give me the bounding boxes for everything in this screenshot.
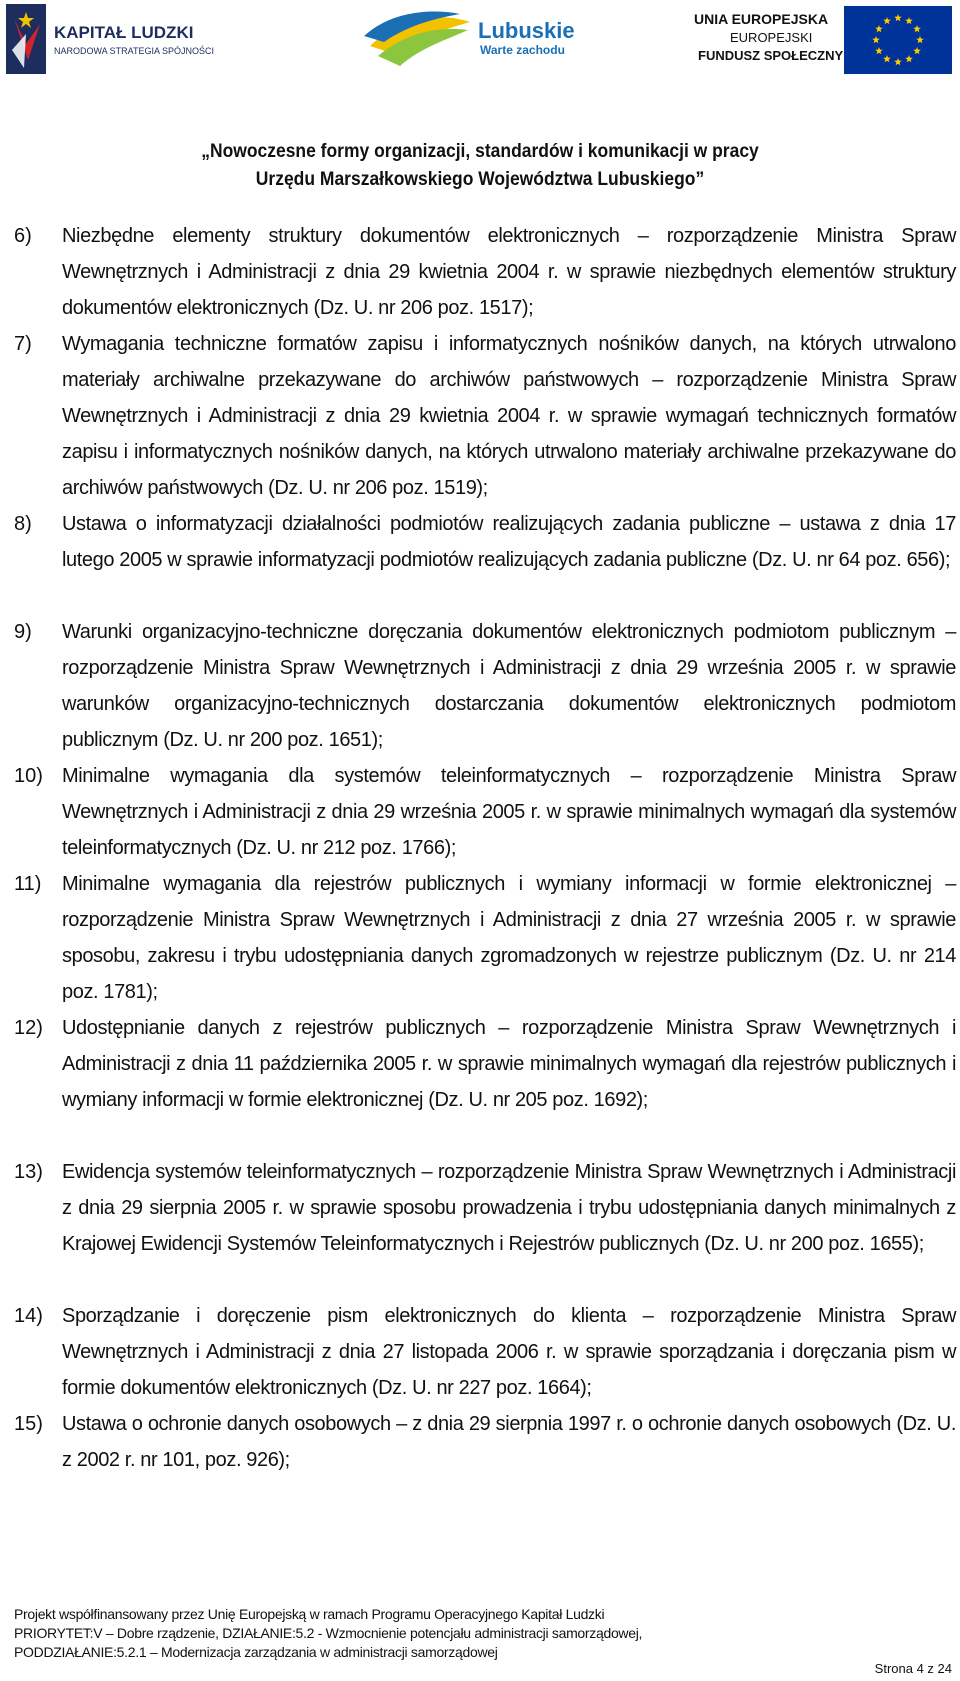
item-number: 12) xyxy=(14,1017,43,1039)
title-line-2: Urzędu Marszałkowskiego Województwa Lubuskiego” xyxy=(255,169,705,190)
item-text: Wymagania techniczne formatów zapisu i informatycznych nośników danych, na których utrwalono materiały archiwalne przekazywane do archiwów państwowych – rozporządzenie Ministra Spraw Wewnętrznych i Administracji z dnia 29 kwietnia 2004 r. w sprawie wymagań technicznych formatów zapisu i informatycznych nośników danych, na których utrwalono materiały archiwalne przekazywane do archiwów państwowych (Dz. U. nr 206 poz. 1519); xyxy=(62,333,956,499)
page-number: Strona 4 z 24 xyxy=(874,1661,952,1676)
kapital-ludzki-name: KAPITAŁ LUDZKI xyxy=(54,23,194,42)
lubuskie-subtitle: Warte zachodu xyxy=(480,43,565,57)
list-item xyxy=(14,326,958,506)
kapital-ludzki-subtitle: NARODOWA STRATEGIA SPÓJNOŚCI xyxy=(54,46,215,56)
footer-line-1: Projekt współfinansowany przez Unię Europejską w ramach Programu Operacyjnego Kapitał Ludzki xyxy=(14,1606,605,1622)
item-text: Sporządzanie i doręczenie pism elektronicznych do klienta – rozporządzenie Ministra Spraw Wewnętrznych i Administracji z dnia 27 listopada 2006 r. w sprawie sporządzania i doręczania pism w formie dokumentów elektronicznych (Dz. U. nr 227 poz. 1664); xyxy=(62,1305,956,1399)
list-item xyxy=(14,758,958,866)
eu-line2: EUROPEJSKI xyxy=(730,30,813,45)
lubuskie-name: Lubuskie xyxy=(478,18,575,43)
item-text: Niezbędne elementy struktury dokumentów elektronicznych – rozporządzenie Ministra Spraw Wewnętrznych i Administracji z dnia 29 kwietnia 2004 r. w sprawie niezbędnych elementów struktury dokumentów elektronicznych (Dz. U. nr 206 poz. 1517); xyxy=(62,225,956,319)
list-item xyxy=(14,218,958,326)
item-number: 15) xyxy=(14,1413,43,1435)
list-item xyxy=(14,866,958,1010)
eu-logo xyxy=(690,4,956,76)
item-text: Ustawa o ochronie danych osobowych – z dnia 29 sierpnia 1997 r. o ochronie danych osobowych (Dz. U. z 2002 r. nr 101, poz. 926); xyxy=(62,1413,956,1471)
item-text: Ustawa o informatyzacji działalności podmiotów realizujących zadania publiczne – ustawa z dnia 17 lutego 2005 w sprawie informatyzacji podmiotów realizujących zadania publiczne (Dz. U. nr 64 poz. 656); xyxy=(62,513,956,571)
item-number: 13) xyxy=(14,1161,43,1183)
kapital-ludzki-logo xyxy=(4,4,224,76)
item-text: Warunki organizacyjno-techniczne doręczania dokumentów elektronicznych podmiotom publicznym – rozporządzenie Ministra Spraw Wewnętrznych i Administracji z dnia 29 września 2005 r. w sprawie warunków organizacyjno-technicznych dostarczania dokumentów elektronicznych podmiotom publicznym (Dz. U. nr 200 poz. 1651); xyxy=(62,621,956,751)
footer-line-2: PRIORYTET:V – Dobre rządzenie, DZIAŁANIE:5.2 - Wzmocnienie potencjału administracji samorządowej, xyxy=(14,1625,643,1641)
list-item xyxy=(14,1010,958,1118)
eu-line3: FUNDUSZ SPOŁECZNY xyxy=(698,48,844,63)
list-item xyxy=(14,614,958,758)
title-line-1: „Nowoczesne formy organizacji, standardów i komunikacji w pracy xyxy=(201,141,759,162)
eu-line1: UNIA EUROPEJSKA xyxy=(694,11,829,27)
item-number: 8) xyxy=(14,513,32,535)
item-number: 9) xyxy=(14,621,32,643)
item-number: 7) xyxy=(14,333,32,355)
list-item xyxy=(14,1406,958,1478)
item-text: Minimalne wymagania dla systemów teleinformatycznych – rozporządzenie Ministra Spraw Wewnętrznych i Administracji z dnia 29 września 2005 r. w sprawie minimalnych wymagań dla systemów teleinformatycznych (Dz. U. nr 212 poz. 1766); xyxy=(62,765,956,859)
item-text: Minimalne wymagania dla rejestrów publicznych i wymiany informacji w formie elektronicznej – rozporządzenie Ministra Spraw Wewnętrznych i Administracji z dnia 27 września 2005 r. w sprawie sposobu, zakresu i trybu udostępniania danych zgromadzonych w rejestrze publicznym (Dz. U. nr 214 poz. 1781); xyxy=(62,873,956,1003)
lubuskie-logo xyxy=(360,6,600,72)
item-number: 6) xyxy=(14,225,32,247)
page-footer xyxy=(14,1605,954,1662)
list-item xyxy=(14,506,958,578)
document-title xyxy=(38,138,921,194)
list-item xyxy=(14,1298,958,1406)
footer-line-3: PODDZIAŁANIE:5.2.1 – Modernizacja zarządzania w administracji samorządowej xyxy=(14,1644,498,1660)
item-number: 14) xyxy=(14,1305,43,1327)
list-item xyxy=(14,1154,958,1262)
item-text: Ewidencja systemów teleinformatycznych – rozporządzenie Ministra Spraw Wewnętrznych i Administracji z dnia 29 sierpnia 2005 r. w sprawie sposobu prowadzenia i trybu udostępniania danych minimalnych z Krajowej Ewidencji Systemów Teleinformatycznych i Rejestrów publicznych (Dz. U. nr 200 poz. 1655); xyxy=(62,1161,956,1255)
logo-bar xyxy=(0,0,960,84)
item-number: 11) xyxy=(14,873,42,895)
item-number: 10) xyxy=(14,765,43,787)
item-text: Udostępnianie danych z rejestrów publicznych – rozporządzenie Ministra Spraw Wewnętrznych i Administracji z dnia 11 października 2005 r. w sprawie minimalnych wymagań dla rejestrów publicznych i wymiany informacji w formie elektronicznej (Dz. U. nr 205 poz. 1692); xyxy=(62,1017,956,1111)
